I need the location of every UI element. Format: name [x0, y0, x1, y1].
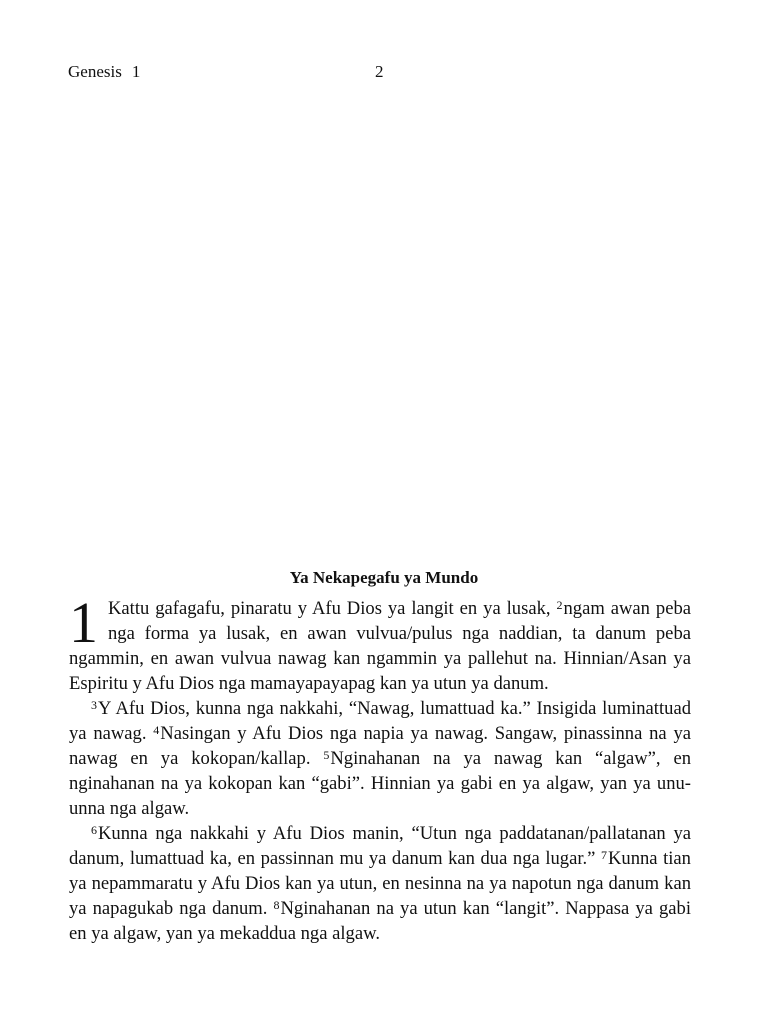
verse-number: 7	[600, 848, 607, 862]
verse-7-text: Kunna tian ya nepammaratu y Afu Dios kan ya utun, en nesinna na ya napotun nga danum kan ya napagukab nga danum.	[69, 848, 691, 919]
verse-number: 6	[91, 823, 97, 837]
verse-number: 4	[153, 723, 160, 737]
verse-number: 2	[556, 598, 563, 612]
running-header	[0, 62, 768, 86]
chapter-number: 1	[69, 590, 98, 655]
header-chapter: 1	[131, 62, 141, 81]
verse-1-text: Kattu gafagafu, pinaratu y Afu Dios ya langit en ya lusak,	[108, 598, 557, 619]
book-name: Genesis	[68, 62, 122, 81]
section-heading: Ya Nekapegafu ya Mundo	[289, 568, 479, 587]
paragraph-3	[69, 821, 691, 946]
verse-number: 8	[273, 898, 280, 912]
scripture-text	[69, 590, 692, 946]
paragraph-1	[69, 590, 692, 696]
verse-number: 5	[323, 748, 330, 762]
verse-number: 3	[91, 698, 97, 712]
paragraph-2	[69, 696, 691, 821]
verse-6-text: Kunna nga nakkahi y Afu Dios manin, “Utun nga paddatanan/pallatanan ya danum, lumattuad ka, en passinnan mu ya danum kan dua nga lugar.”	[69, 823, 691, 869]
verse-3-text: Y Afu Dios, kunna nga nakkahi, “Nawag, lumattuad ka.” Insigida luminattuad ya nawag.	[69, 698, 691, 744]
verse-8-text: Nginahanan na ya utun kan “langit”. Nappasa ya gabi en ya algaw, yan ya mekaddua nga algaw.	[69, 898, 691, 944]
verse-4-text: Nasingan y Afu Dios nga napia ya nawag. Sangaw, pinassinna na ya nawag en ya kokopan/kallap.	[69, 723, 691, 769]
page-number: 2	[375, 62, 384, 81]
verse-5-text: Nginahanan na ya nawag kan “algaw”, en nginahanan na ya kokopan kan “gabi”. Hinnian ya gabi en ya algaw, yan ya unu-unna nga algaw.	[69, 748, 691, 819]
verse-2-text: ngam awan peba nga forma ya lusak, en awan vulvua/pulus nga naddian, ta danum peba ngammin, en awan vulvua nawag kan ngammin ya pallehut na. Hinnian/Asan ya Espiritu y Afu Dios nga mamayapayapag kan ya utun ya danum.	[69, 598, 692, 694]
book-reference	[68, 62, 140, 82]
